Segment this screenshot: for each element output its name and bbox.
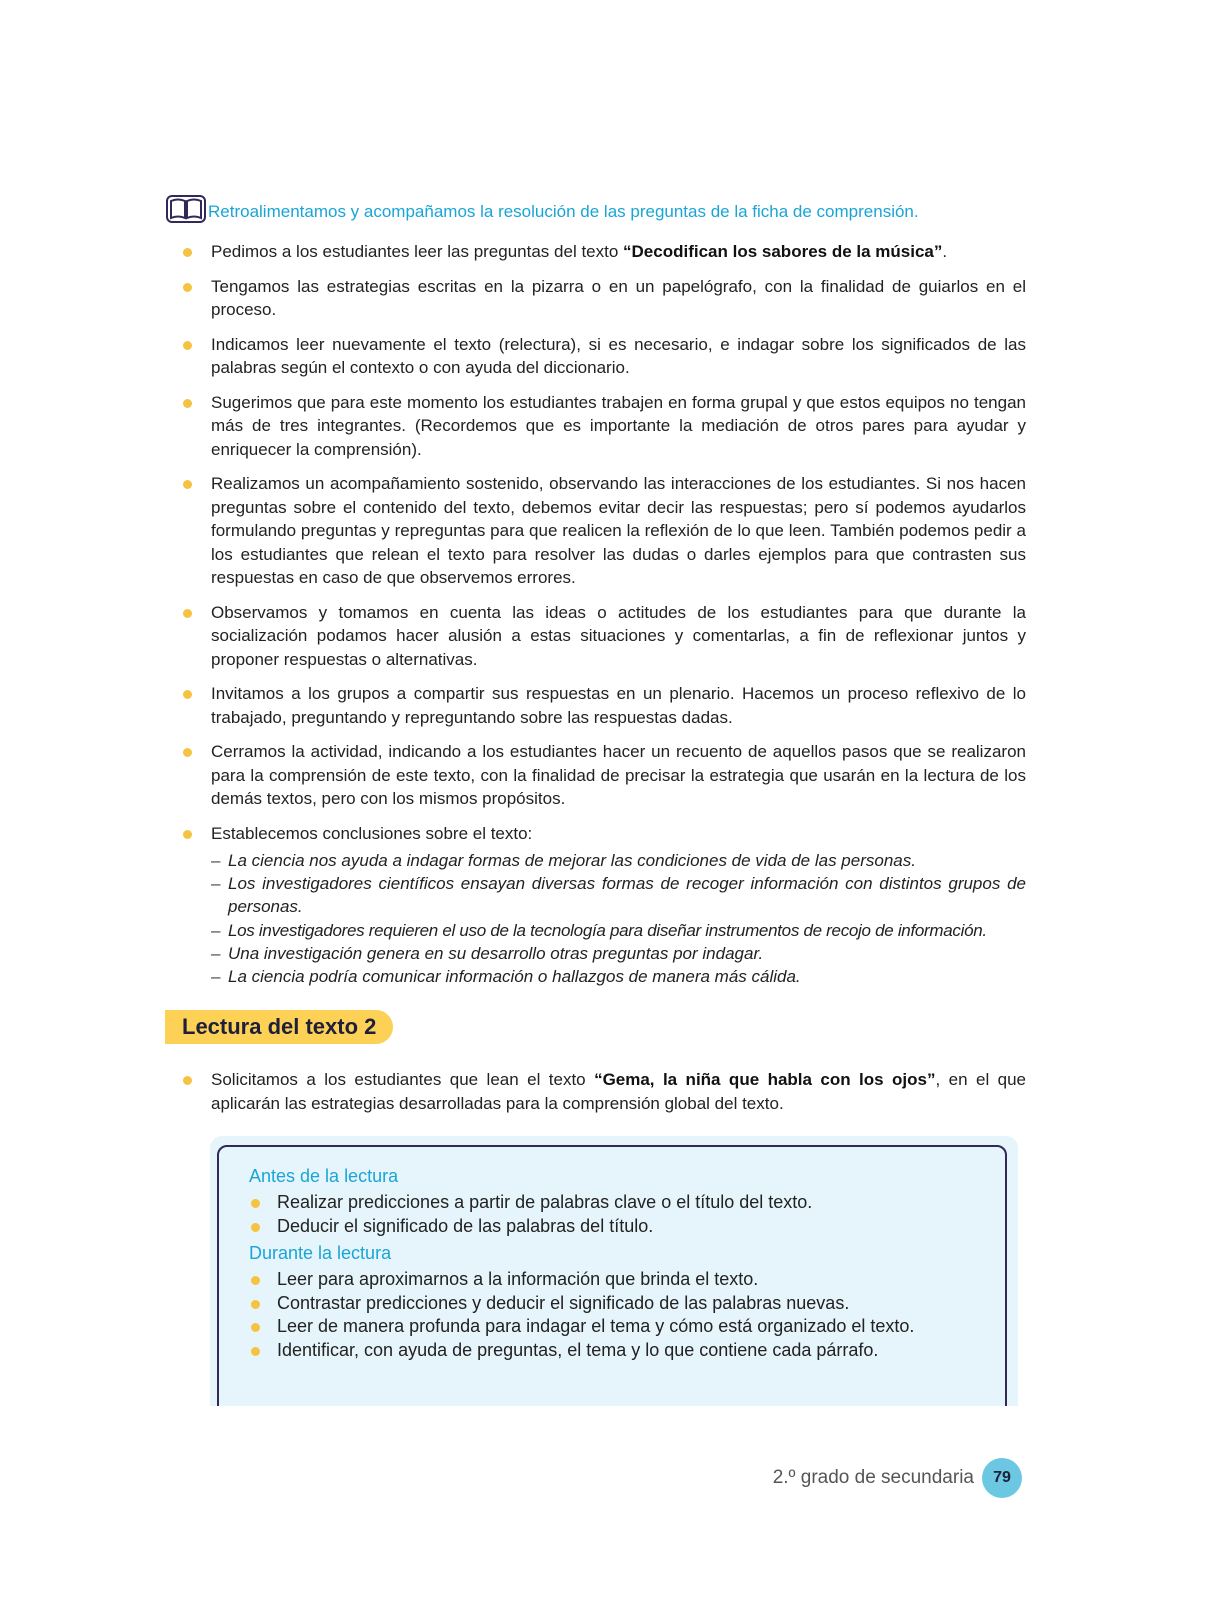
dash-marker: –: [211, 920, 221, 940]
list-item: Identificar, con ayuda de preguntas, el tema y lo que contiene cada párrafo.: [249, 1339, 989, 1363]
page-footer: [773, 1458, 1022, 1498]
list-item: Establecemos conclusiones sobre el texto: – La ciencia nos ayuda a indagar formas de mejorar las condiciones de vida de las personas. – Los investigadores científicos ensayan diversas formas de recoger información con distintos grupos de personas. – Los investigadores requieren el uso de la tecnología para diseñar instrumentos de recojo de información. – Una investigación genera en su desarrollo otras preguntas por indagar. – La ciencia podría comunicar información o hallazgos de manera más cálida.: [181, 822, 1026, 989]
conclusion-item: – Los investigadores científicos ensayan diversas formas de recoger información con distintos grupos de personas.: [211, 874, 1026, 917]
dash-marker: –: [211, 851, 221, 870]
strategy-box: [210, 1136, 1018, 1406]
list-item: Invitamos a los grupos a compartir sus respuestas en un plenario. Hacemos un proceso reflexivo de lo trabajado, preguntando y repreguntando sobre las respuestas dadas.: [181, 682, 1026, 729]
text-title: “Decodifican los sabores de la música”: [623, 242, 943, 261]
bullet-dot-icon: [183, 1076, 192, 1085]
grade-label: 2.º grado de secundaria: [772, 1467, 974, 1488]
list-item: Realizamos un acompañamiento sostenido, observando las interacciones de los estudiantes. Si nos hacen preguntas sobre el contenido del texto, debemos evitar decir las respuestas; pero sí podemos ayudarlos formulando preguntas y repreguntas para que realicen la reflexión de lo que leen. También podemos pedir a los estudiantes que relean el texto para resolver las dudas o darles ejemplos para que contrasten sus respuestas en caso de que observemos errores.: [181, 472, 1026, 590]
bullet-dot-icon: [183, 609, 192, 618]
before-reading-heading: Antes de la lectura: [249, 1166, 399, 1186]
during-reading-heading: Durante la lectura: [249, 1243, 392, 1263]
bullet-dot-icon: [183, 480, 192, 489]
conclusion-item: – La ciencia nos ayuda a indagar formas de mejorar las condiciones de vida de las personas.: [211, 849, 1026, 872]
bullet-dot-icon: [251, 1323, 260, 1332]
conclusion-item: – La ciencia podría comunicar información o hallazgos de manera más cálida.: [211, 965, 1026, 988]
conclusions-list: [211, 849, 1026, 988]
list-item: Deducir el significado de las palabras del título.: [249, 1215, 989, 1239]
bullet-dot-icon: [251, 1276, 260, 1285]
strategy-box-content: [249, 1163, 989, 1364]
open-book-icon: [166, 195, 206, 223]
dash-marker: –: [211, 967, 221, 987]
list-item: Sugerimos que para este momento los estudiantes trabajen en forma grupal y que estos equipos no tengan más de tres integrantes. (Recordemos que es importante la mediación de otros pares para ayudar y enriquecer la comprensión).: [181, 391, 1026, 462]
feedback-bullet-list: [181, 240, 1026, 999]
bullet-dot-icon: [251, 1199, 260, 1208]
list-item: Cerramos la actividad, indicando a los estudiantes hacer un recuento de aquellos pasos que se realizaron para la comprensión de este texto, con la finalidad de precisar la estrategia que usarán en la lectura de los demás textos, pero con los mismos propósitos.: [181, 740, 1026, 811]
during-reading-list: [249, 1268, 989, 1362]
list-item: Observamos y tomamos en cuenta las ideas o actitudes de los estudiantes para que durante la socialización podamos hacer alusión a estas situaciones y comentarlas, a fin de reflexionar juntos y proponer respuestas o alternativas.: [181, 601, 1026, 672]
bullet-dot-icon: [183, 283, 192, 292]
list-item: Leer para aproximarnos a la información que brinda el texto.: [249, 1268, 989, 1292]
bullet-dot-icon: [251, 1223, 260, 1232]
strategy-box-border: [217, 1145, 1007, 1406]
dash-marker: –: [211, 874, 221, 894]
bullet-dot-icon: [183, 690, 192, 699]
list-item: Tengamos las estrategias escritas en la pizarra o en un papelógrafo, con la finalidad de guiarlos en el proceso.: [181, 275, 1026, 322]
bullet-dot-icon: [183, 341, 192, 350]
list-item: Solicitamos a los estudiantes que lean el texto “Gema, la niña que habla con los ojos”, en el que aplicarán las estrategias desarrolladas para la comprensión global del texto.: [181, 1068, 1026, 1115]
reading-bullet-list: [181, 1068, 1026, 1126]
list-item: Leer de manera profunda para indagar el tema y cómo está organizado el texto.: [249, 1315, 989, 1339]
bullet-dot-icon: [183, 830, 192, 839]
section-heading-tab: [165, 1010, 393, 1044]
bullet-dot-icon: [183, 748, 192, 757]
text-title: “Gema, la niña que habla con los ojos”: [594, 1070, 936, 1089]
section-title: Lectura del texto 2: [182, 1014, 377, 1039]
bullet-dot-icon: [183, 399, 192, 408]
intro-line: [166, 195, 1026, 223]
dash-marker: –: [211, 943, 221, 963]
intro-text: Retroalimentamos y acompañamos la resolución de las preguntas de la ficha de comprensión.: [208, 202, 919, 221]
bullet-dot-icon: [183, 248, 192, 257]
conclusion-item: – Los investigadores requieren el uso de la tecnología para diseñar instrumentos de recojo de información.: [211, 919, 1026, 942]
list-item: Realizar predicciones a partir de palabras clave o el título del texto.: [249, 1191, 989, 1215]
before-reading-list: [249, 1191, 989, 1238]
bullet-dot-icon: [251, 1300, 260, 1309]
list-item: Indicamos leer nuevamente el texto (relectura), si es necesario, e indagar sobre los significados de las palabras según el contexto o con ayuda del diccionario.: [181, 333, 1026, 380]
list-item: Pedimos a los estudiantes leer las preguntas del texto “Decodifican los sabores de la música”.: [181, 240, 1026, 264]
bullet-dot-icon: [251, 1347, 260, 1356]
page-number-badge: 79: [982, 1458, 1022, 1498]
list-item: Contrastar predicciones y deducir el significado de las palabras nuevas.: [249, 1292, 989, 1316]
conclusion-item: – Una investigación genera en su desarrollo otras preguntas por indagar.: [211, 942, 1026, 965]
